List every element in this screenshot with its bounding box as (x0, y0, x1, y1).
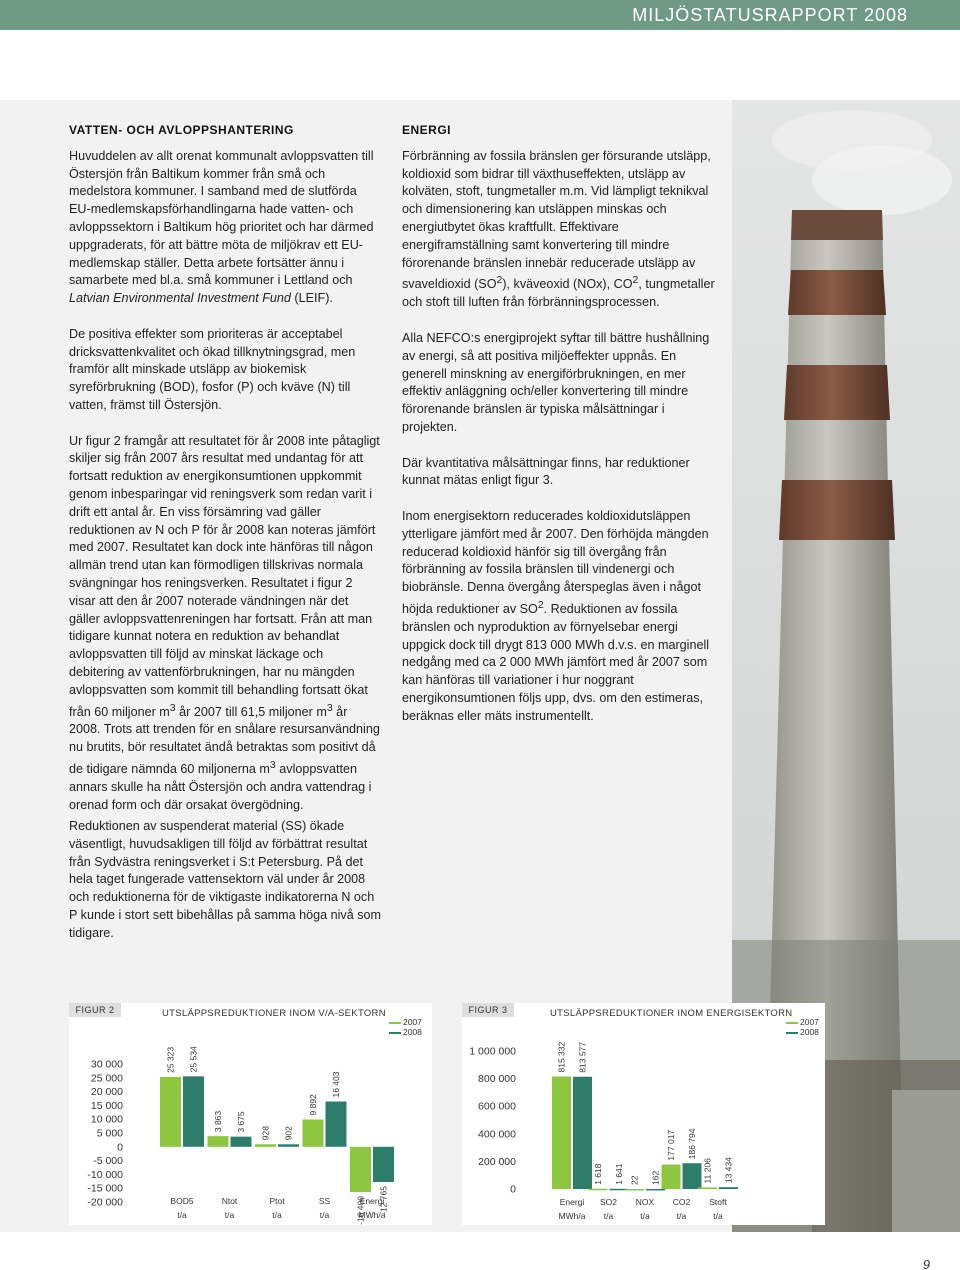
data-label: 25 534 (188, 1046, 199, 1073)
bar-2007 (208, 1136, 229, 1147)
unit-label: t/a (224, 1210, 235, 1220)
chart-title: UTSLÄPPSREDUKTIONER INOM V/A-SEKTORN (162, 1008, 386, 1019)
chart-title: UTSLÄPPSREDUKTIONER INOM ENERGISEKTORN (550, 1008, 793, 1019)
unit-label: MWh/a (558, 1211, 586, 1221)
category-label: Stoft (709, 1197, 727, 1207)
figure-3 (462, 1003, 825, 1225)
y-tick-label: -5 000 (93, 1155, 123, 1168)
unit-label: MWh/a (358, 1210, 386, 1220)
category-label: Energi (559, 1197, 585, 1207)
data-label: 11 206 (702, 1158, 713, 1184)
data-label: 1 641 (614, 1163, 624, 1185)
data-label: -12 765 (378, 1186, 389, 1215)
report-title: MILJÖSTATUSRAPPORT 2008 (632, 5, 908, 25)
energy-paragraph-3: Där kvantitativa målsättningar finns, har reduktioner kunnat mätas enligt figur 3. (402, 455, 690, 488)
bar-2007 (552, 1076, 571, 1189)
y-tick-label: 10 000 (90, 1113, 123, 1126)
y-tick-label: 25 000 (90, 1072, 123, 1085)
data-label: 177 017 (666, 1129, 676, 1161)
unit-label: t/a (640, 1211, 650, 1221)
y-tick-label: 5 000 (96, 1127, 123, 1140)
energy-p4-a: Inom energisektorn reducerades koldioxidutsläppen ytterligare jämfört med år 2007. Den förhöjda mängden reducerad koldioxid hänför sig till övergång från förbränning av fossila bränslen till vindenergi och biobränsle. Denna övergång återspeglas även i något höjda reduktioner av SO (402, 508, 709, 617)
data-label: 13 434 (723, 1157, 734, 1184)
y-tick-label: 400 000 (478, 1128, 516, 1141)
sup-3: 3 (269, 759, 276, 772)
y-tick-label: 0 (117, 1141, 123, 1154)
chart-area (69, 1003, 432, 1225)
bar-2007 (303, 1119, 324, 1146)
energy-paragraph-1 (402, 148, 720, 312)
bar-2008 (231, 1137, 252, 1147)
category-label: NOX (635, 1197, 655, 1207)
water-section (69, 122, 381, 832)
bar-2008 (183, 1076, 204, 1146)
bar-2008 (573, 1077, 592, 1189)
water-heading: VATTEN- OCH AVLOPPSHANTERING (69, 123, 294, 137)
y-tick-label: 1 000 000 (469, 1045, 516, 1058)
y-tick-label: 0 (510, 1183, 516, 1196)
data-label: 902 (283, 1126, 294, 1141)
water-p1-text: Huvuddelen av allt orenat kommunalt avloppsvatten till Östersjön från Baltikum kommer från små och medelstora kommuner. I samband med de slutförda EU-medlemskapsförhandlingarna hade vatten- och avloppssektorn i Baltikum hög prioritet och har därmed uppgraderats, för att bättre möta de miljökrav ett EU-medlemskap ställer. Detta arbete fortsätter ännu i samarbete med bl.a. små kommuner i Lettland och (69, 148, 374, 288)
water-section-end (69, 818, 381, 960)
page-number: 9 (922, 1257, 930, 1270)
category-label: Energi (359, 1196, 385, 1206)
category-label: SS (318, 1196, 331, 1206)
y-tick-label: 15 000 (90, 1099, 123, 1112)
sup-3: 3 (169, 701, 176, 714)
sub-2: 2 (537, 598, 544, 611)
energy-paragraph-4 (402, 508, 720, 726)
bar-2008 (278, 1144, 299, 1146)
sub-2: 2 (496, 274, 503, 287)
water-p3-a: Ur figur 2 framgår att resultatet för år 2008 inte påtagligt skiljer sig från 2007 års resultat med undantag för att fortsatt reduktion av energikonsumtionen uppkommit genom inbesparingar vid reningsverk som redan varit i drift ett antal år. En viss försämring vad gäller reduktionen av N och P för år 2008 kan noteras jämfört med 2007. Resultatet kan dock inte hänföras till någon allmän trend utan kan förmodligen tillskrivas normala svängningar hos reningsverken. Resultatet i figur 2 visar att den år 2007 noterade vändningen när det gäller avloppsvattenreningen har fortsatt. Från att man tidigare kunnat notera en reduktion av behandlat avloppsvatten till följd av minskat läckage och debitering av vattenförbrukningen, har nu mängden avloppsvatten som kommit till behandling fortsatt ökat från 60 miljoner m (69, 433, 380, 719)
y-tick-label: 800 000 (478, 1073, 516, 1086)
energy-section (402, 122, 720, 743)
data-label: 9 892 (308, 1094, 318, 1116)
bar-2008 (719, 1187, 738, 1189)
legend-label: 2008 (403, 1027, 422, 1037)
data-label: 25 323 (165, 1046, 176, 1073)
unit-label: t/a (676, 1211, 687, 1221)
y-tick-label: 30 000 (90, 1058, 123, 1071)
legend-label: 2007 (403, 1017, 422, 1027)
legend-label: 2008 (800, 1027, 819, 1037)
data-label: -16 400 (355, 1196, 366, 1225)
data-label: 16 403 (331, 1071, 341, 1098)
water-p3-c: år 2008. Trots att trenden för en snålare resursanvändning nu brutits, bör resultatet ändå betraktas som positivt då de tidigare nämnda 60 miljonerna m (69, 704, 380, 777)
category-label: Ptot (269, 1196, 285, 1206)
energy-p1-a: Förbränning av fossila bränslen ger försurande utsläpp, koldioxid som bidrar till växthuseffekten, utsläpp av kolväten, stoft, tungmetaller m.m. Vid lämpligt teknikval och dimensionering kan utsläppen minskas och energiutbytet ökas kraftfullt. Effektivare energiframställning samt konvertering till mindre förorenande bränslen innebär reducerade utsläpp av svaveldioxid (SO (402, 148, 711, 292)
water-paragraph-1 (69, 148, 381, 308)
unit-label: t/a (713, 1211, 723, 1221)
bar-2008 (373, 1147, 394, 1182)
data-label: 815 332 (556, 1041, 567, 1073)
water-paragraph-4: Reduktionen av suspenderat material (SS) ökade väsentligt, huvudsakligen till följd av förbättrat resultat från Sydvästra reningsverket i S:t Petersburg. På det hela taget fungerade vattensektorn väl under år 2008 och reduktionerna för de viktigaste indikatorerna N och P kunde i stort sett bibehållas på samma höga nivå som tidigare. (69, 819, 381, 940)
bar-2007 (625, 1189, 644, 1191)
water-p3-d: avloppsvatten annars skulle ha nått Östersjön och andra vattendrag i orenad form och där orsakat övergödning. (69, 762, 372, 812)
water-p3-b: år 2007 till 61,5 miljoner m (175, 704, 327, 719)
data-label: 3 863 (213, 1110, 223, 1133)
y-tick-label: -15 000 (87, 1182, 123, 1195)
data-label: 928 (260, 1126, 271, 1141)
water-p1-end: (LEIF). (294, 291, 333, 306)
bar-2007 (255, 1144, 276, 1147)
y-tick-label: -20 000 (87, 1196, 123, 1209)
header-bar (0, 0, 960, 30)
energy-p1-b: ), kväveoxid (NOx), CO (502, 277, 633, 292)
energy-paragraph-2: Alla NEFCO:s energiprojekt syftar till bättre hushållning av energi, så att positiva miljöeffekter uppnås. En generell minskning av energiförbrukningen, en mer effektiv anläggning och/eller konvertering till mindre förorenande bränslen är typiska målsättningar i projekten. (402, 330, 710, 434)
unit-label: t/a (603, 1211, 614, 1221)
energy-heading: ENERGI (402, 123, 452, 137)
bar-2007 (589, 1189, 608, 1191)
unit-label: t/a (319, 1210, 330, 1220)
bar-2008 (683, 1163, 702, 1189)
data-label: 186 794 (687, 1128, 697, 1160)
bar-2008 (326, 1102, 347, 1147)
figure-label: FIGUR 3 (462, 1003, 514, 1017)
y-tick-label: 600 000 (478, 1100, 516, 1113)
energy-p1-c: , tungmetaller och stoft till luften från förbränningsprocessen. (402, 277, 715, 310)
bar-2007 (698, 1187, 717, 1189)
category-label: Ntot (221, 1196, 238, 1206)
category-label: CO2 (672, 1197, 691, 1207)
category-label: SO2 (599, 1197, 618, 1207)
figure-label: FIGUR 2 (69, 1003, 121, 1017)
data-label: 1 618 (593, 1163, 603, 1185)
data-label: 3 675 (236, 1111, 246, 1133)
chart-area (462, 1003, 825, 1225)
bar-2007 (662, 1165, 681, 1189)
data-label: 162 (650, 1170, 661, 1185)
sub-2: 2 (632, 274, 639, 287)
figure-2 (69, 1003, 432, 1225)
y-tick-label: -10 000 (87, 1168, 123, 1181)
bar-2008 (646, 1189, 665, 1191)
data-label: 22 (629, 1175, 640, 1185)
legend-label: 2007 (800, 1017, 819, 1027)
energy-p4-b: . Reduktionen av fossila bränslen och nyproduktion av förnyelsebar energi uppgick dock till drygt 813 000 MWh d.v.s. en marginell nedgång med ca 2 000 MWh jämfört med år 2007 som kan hänföras till variationer i hur noggrant energikonsumtionen följs upp, dvs. om den estimeras, beräknas eller mäts instrumentellt. (402, 602, 710, 723)
y-tick-label: 200 000 (478, 1155, 516, 1168)
category-label: BOD5 (170, 1196, 194, 1206)
water-paragraph-2: De positiva effekter som prioriteras är acceptabel dricksvattenkvalitet och ökad tillknytningsgrad, men framför allt minskade utsläpp av biokemisk syreförbrukning (BOD), fosfor (P) och kväve (N) till vatten, främst till Östersjön. (69, 326, 356, 412)
data-label: 813 577 (577, 1041, 588, 1073)
sup-3: 3 (326, 701, 333, 714)
bar-2007 (350, 1147, 371, 1192)
water-paragraph-3 (69, 433, 381, 815)
unit-label: t/a (272, 1210, 282, 1220)
unit-label: t/a (177, 1210, 187, 1220)
y-tick-label: 20 000 (90, 1086, 123, 1099)
bar-2007 (160, 1077, 181, 1147)
leif-name: Latvian Environmental Investment Fund (69, 291, 291, 306)
